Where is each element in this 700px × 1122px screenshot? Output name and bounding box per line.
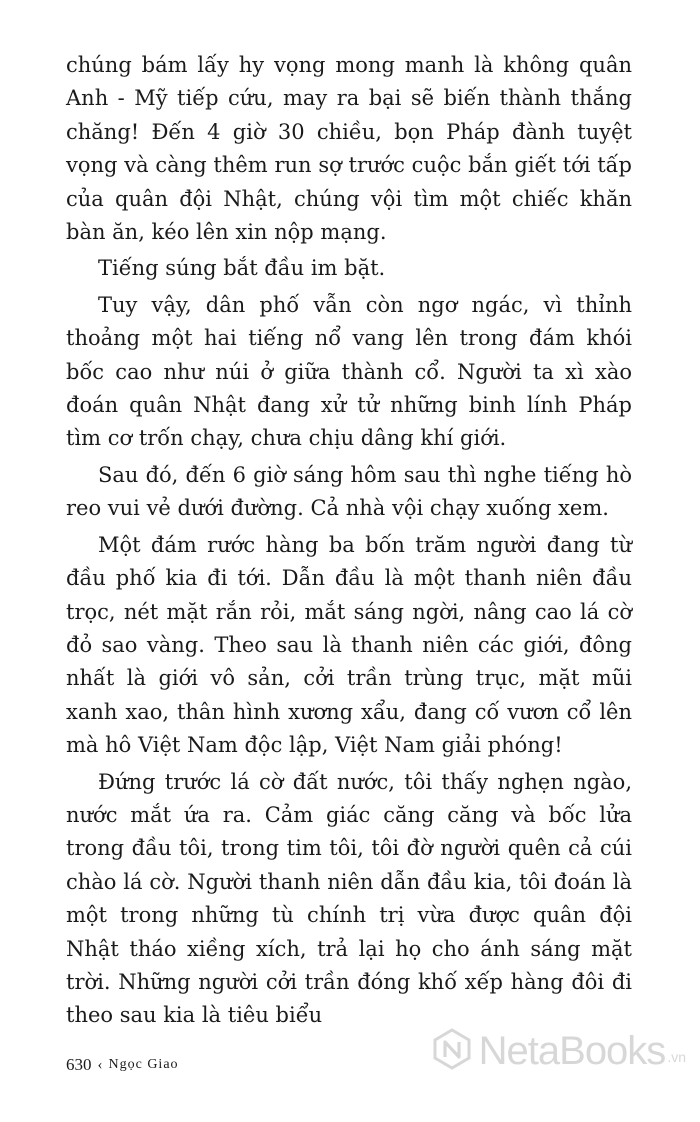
paragraph-2: Tiếng súng bắt đầu im bặt. <box>98 256 386 281</box>
footer-separator: ‹ <box>97 1056 103 1073</box>
paragraph-3: Tuy vậy, dân phố vẫn còn ngơ ngác, vì thỉnh thoảng một hai tiếng nổ vang lên trong đám khói bốc cao như núi ở giữa thành cổ. Người ta xì xào đoán quân Nhật đang xử tử những binh lính Pháp tìm cơ trốn chạy, chưa chịu dâng khí giới. <box>66 292 632 451</box>
page-body <box>66 49 632 1036</box>
watermark-text: NetaBooks <box>478 1029 666 1073</box>
page-footer <box>66 1055 179 1075</box>
netabooks-logo-icon <box>431 1028 473 1075</box>
watermark-suffix: .vn <box>667 1049 686 1065</box>
paragraph-6: Đứng trước lá cờ đất nước, tôi thấy nghẹn ngào, nước mắt ứa ra. Cảm giác căng căng và bốc lửa trong đầu tôi, trong tim tôi, tôi đờ người quên cả cúi chào lá cờ. Người thanh niên dẫn đầu kia, tôi đoán là một trong những tù chính trị vừa được quân đội Nhật tháo xiềng xích, trả lại họ cho ánh sáng mặt trời. Những người cởi trần đóng khố xếp hàng đôi đi theo sau kia là tiêu biểu <box>66 769 632 1028</box>
author-name: Ngọc Giao <box>108 1057 179 1072</box>
paragraph-1: chúng bám lấy hy vọng mong manh là không quân Anh - Mỹ tiếp cứu, may ra bại sẽ biến thành thắng chăng! Đến 4 giờ 30 chiều, bọn Pháp đành tuyệt vọng và càng thêm run sợ trước cuộc bắn giết tới tấp của quân đội Nhật, chúng vội tìm một chiếc khăn bàn ăn, kéo lên xin nộp mạng. <box>66 53 632 245</box>
page-number: 630 <box>66 1055 92 1074</box>
watermark <box>431 1028 686 1075</box>
paragraph-4: Sau đó, đến 6 giờ sáng hôm sau thì nghe tiếng hò reo vui vẻ dưới đường. Cả nhà vội chạy xuống xem. <box>66 462 632 521</box>
paragraph-5: Một đám rước hàng ba bốn trăm người đang từ đầu phố kia đi tới. Dẫn đầu là một thanh niên đầu trọc, nét mặt rắn rỏi, mắt sáng ngời, nâng cao lá cờ đỏ sao vàng. Theo sau là thanh niên các giới, đông nhất là giới vô sản, cởi trần trùng trục, mặt mũi xanh xao, thân hình xương xẩu, đang cố vươn cổ lên mà hô Việt Nam độc lập, Việt Nam giải phóng! <box>66 532 632 758</box>
